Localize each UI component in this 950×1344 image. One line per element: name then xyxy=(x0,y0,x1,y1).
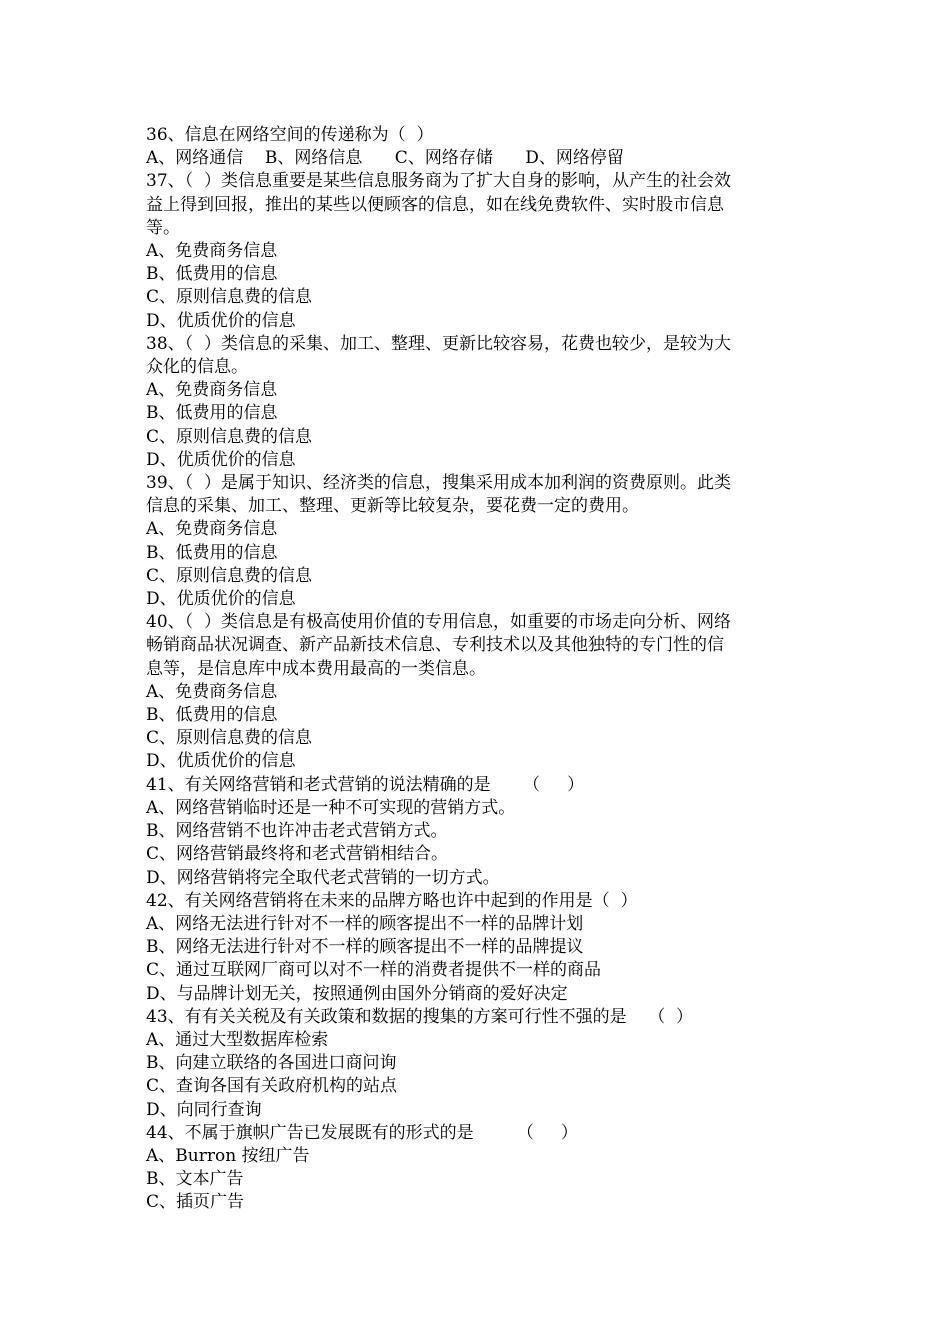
question-44-option-c: C、插页广告 xyxy=(146,1192,245,1213)
question-36-options: A、网络通信 B、网络信息 C、网络存储 D、网络停留 xyxy=(146,148,624,169)
question-40-stem-line-2: 畅销商品状况调查、新产品新技术信息、专利技术以及其他独特的专门性的信 xyxy=(146,635,724,656)
question-39-stem-line-2: 信息的采集、加工、整理、更新等比较复杂，要花费一定的费用。 xyxy=(146,496,639,517)
question-42-option-d: D、与品牌计划无关，按照通例由国外分销商的爱好决定 xyxy=(146,983,568,1004)
question-44-stem: 44、不属于旗帜广告已发展既有的形式的是 （ ） xyxy=(146,1122,578,1143)
question-37-stem-line-2: 益上得到回报，推出的某些以便顾客的信息，如在线免费软件、实时股市信息 xyxy=(146,194,724,215)
question-37-option-d: D、优质优价的信息 xyxy=(146,310,296,331)
question-43-option-d: D、向同行查询 xyxy=(146,1099,262,1120)
question-40-option-d: D、优质优价的信息 xyxy=(146,751,296,772)
question-37-option-b: B、低费用的信息 xyxy=(146,264,278,285)
question-39-option-a: A、免费商务信息 xyxy=(146,519,278,540)
question-43-stem: 43、有有关关税及有关政策和数据的搜集的方案可行性不强的是 （ ） xyxy=(146,1006,694,1027)
question-41-option-b: B、网络营销不也许冲击老式营销方式。 xyxy=(146,821,448,842)
question-41-stem: 41、有关网络营销和老式营销的说法精确的是 （ ） xyxy=(146,774,585,795)
question-41-option-a: A、网络营销临时还是一种不可实现的营销方式。 xyxy=(146,797,516,818)
question-40-stem-line-1: 40、（ ）类信息是有极高使用价值的专用信息，如重要的市场走向分析、网络 xyxy=(146,612,731,633)
question-43-option-c: C、查询各国有关政府机构的站点 xyxy=(146,1076,398,1097)
question-42-option-a: A、网络无法进行针对不一样的顾客提出不一样的品牌计划 xyxy=(146,913,584,934)
question-38-stem-line-1: 38、（ ）类信息的采集、加工、整理、更新比较容易，花费也较少，是较为大 xyxy=(146,333,731,354)
question-44-option-b: B、文本广告 xyxy=(146,1169,244,1190)
question-42-stem: 42、有关网络营销将在未来的品牌方略也许中起到的作用是（ ） xyxy=(146,890,638,911)
question-40-option-b: B、低费用的信息 xyxy=(146,705,278,726)
question-38-option-c: C、原则信息费的信息 xyxy=(146,426,313,447)
question-40-stem-line-3: 息等，是信息库中成本费用最高的一类信息。 xyxy=(146,658,486,679)
question-37-stem-line-3: 等。 xyxy=(146,217,180,238)
question-38-stem-line-2: 众化的信息。 xyxy=(146,357,248,378)
question-43-option-a: A、通过大型数据库检索 xyxy=(146,1029,329,1050)
question-42-option-b: B、网络无法进行针对不一样的顾客提出不一样的品牌提议 xyxy=(146,937,584,958)
question-37-stem-line-1: 37、（ ）类信息重要是某些信息服务商为了扩大自身的影响，从产生的社会效 xyxy=(146,171,731,192)
question-40-option-c: C、原则信息费的信息 xyxy=(146,728,313,749)
question-41-option-c: C、网络营销最终将和老式营销相结合。 xyxy=(146,844,449,865)
question-39-stem-line-1: 39、（ ）是属于知识、经济类的信息，搜集采用成本加利润的资费原则。此类 xyxy=(146,473,731,494)
question-43-option-b: B、向建立联络的各国进口商问询 xyxy=(146,1053,397,1074)
question-36-stem: 36、信息在网络空间的传递称为（ ） xyxy=(146,125,434,145)
question-44-option-a: A、Burron 按纽广告 xyxy=(146,1145,310,1166)
question-39-option-d: D、优质优价的信息 xyxy=(146,589,296,610)
question-42-option-c: C、通过互联网厂商可以对不一样的消费者提供不一样的商品 xyxy=(146,960,602,981)
question-38-option-d: D、优质优价的信息 xyxy=(146,449,296,470)
question-38-option-b: B、低费用的信息 xyxy=(146,403,278,424)
question-39-option-c: C、原则信息费的信息 xyxy=(146,565,313,586)
question-39-option-b: B、低费用的信息 xyxy=(146,542,278,563)
question-37-option-a: A、免费商务信息 xyxy=(146,241,278,262)
question-37-option-c: C、原则信息费的信息 xyxy=(146,287,313,308)
question-41-option-d: D、网络营销将完全取代老式营销的一切方式。 xyxy=(146,867,500,888)
question-40-option-a: A、免费商务信息 xyxy=(146,681,278,702)
question-38-option-a: A、免费商务信息 xyxy=(146,380,278,401)
document-page xyxy=(146,124,808,1215)
